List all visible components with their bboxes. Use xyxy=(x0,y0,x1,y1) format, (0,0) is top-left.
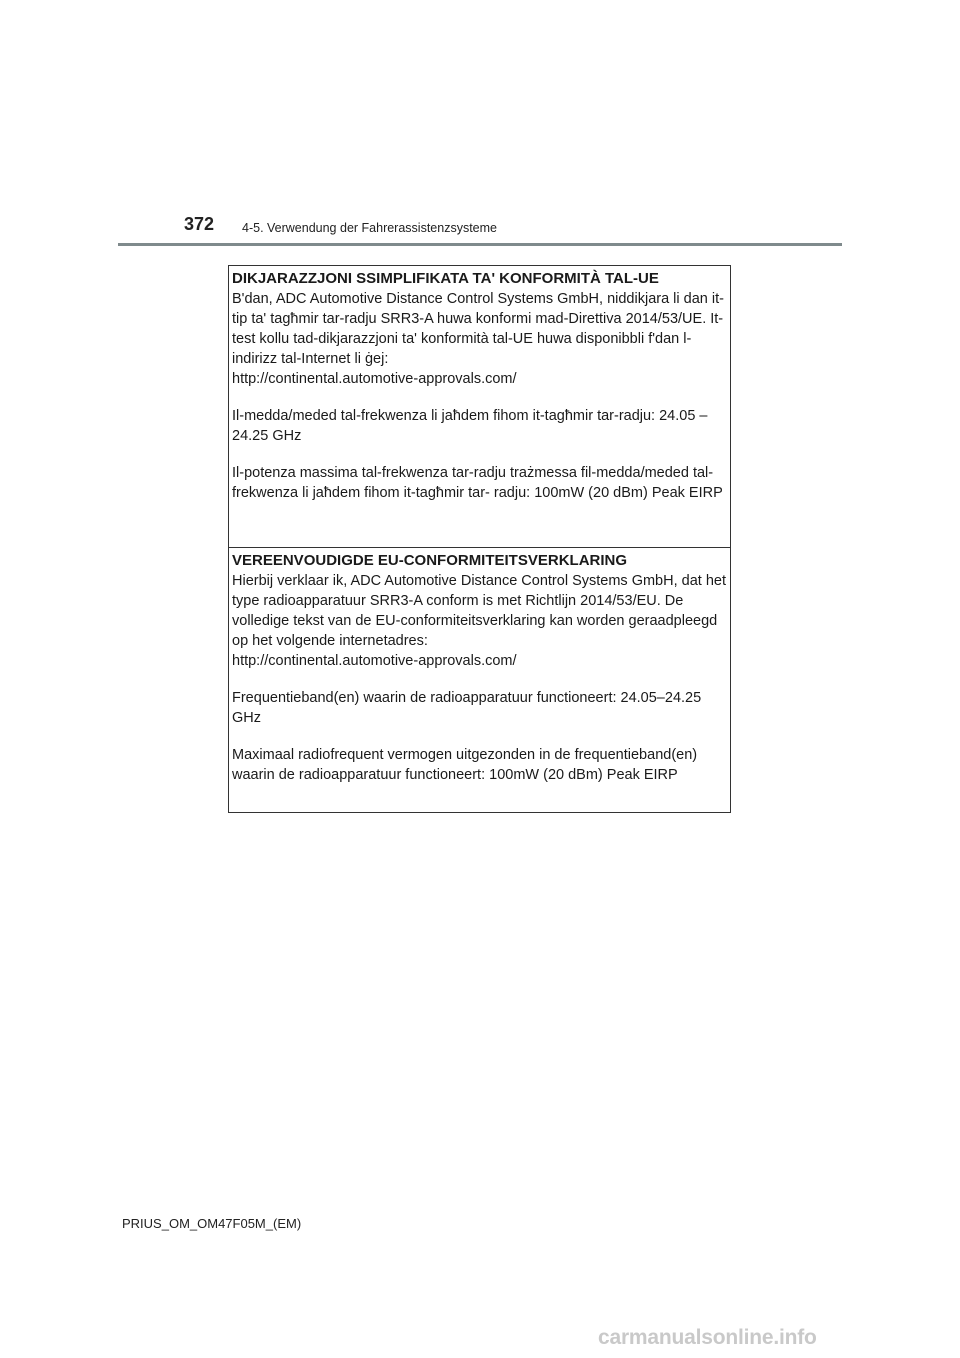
dutch-paragraph: Hierbij verklaar ik, ADC Automotive Distance Control Systems GmbH, dat het type radioapparatuur SRR3-A conform is met Richtlijn 2014/53/EU. De volledige tekst van de EU-conformiteitsverklaring kan worden geraadpleegd op het volgende internetadres: xyxy=(232,573,726,649)
conformity-notice-box xyxy=(228,265,731,813)
dutch-url: http://continental.automotive-approvals.com/ xyxy=(232,653,517,669)
dutch-heading: VEREENVOUDIGDE EU-CONFORMITEITSVERKLARING xyxy=(232,552,628,569)
maltese-heading: DIKJARAZZJONI SSIMPLIFIKATA TA' KONFORMITÀ TAL-UE xyxy=(232,270,659,287)
document-code: PRIUS_OM_OM47F05M_(EM) xyxy=(122,1216,302,1231)
page-number: 372 xyxy=(184,214,215,234)
dutch-declaration xyxy=(229,548,730,812)
dutch-frequency: Frequentieband(en) waarin de radioapparatuur functioneert: 24.05–24.25 GHz xyxy=(232,690,702,726)
maltese-url: http://continental.automotive-approvals.com/ xyxy=(232,371,517,387)
dutch-power: Maximaal radiofrequent vermogen uitgezonden in de frequentieband(en) waarin de radioapparatuur functioneert: 100mW (20 dBm) Peak EIRP xyxy=(232,747,698,783)
maltese-declaration xyxy=(229,266,730,548)
maltese-paragraph: B'dan, ADC Automotive Distance Control Systems GmbH, niddikjara li dan it-tip ta' tagħmir tar-radju SRR3-A huwa konformi mad-Direttiva 2014/53/UE. It-test kollu tad-dikjarazzjoni ta' konformità tal-UE huwa disponibbli f'dan l-indirizz tal-Internet li ġej: xyxy=(232,291,724,367)
section-title: 4-5. Verwendung der Fahrerassistenzsysteme xyxy=(242,221,497,235)
watermark: carmanualsonline.info xyxy=(598,1326,817,1349)
header-divider xyxy=(118,243,842,246)
maltese-power: Il-potenza massima tal-frekwenza tar-radju trażmessa fil-medda/meded tal-frekwenza li jaħdem fihom it-tagħmir tar- radju: 100mW (20 dBm) Peak EIRP xyxy=(232,465,723,501)
maltese-frequency: Il-medda/meded tal-frekwenza li jaħdem fihom it-tagħmir tar-radju: 24.05 –24.25 GHz xyxy=(232,408,708,444)
